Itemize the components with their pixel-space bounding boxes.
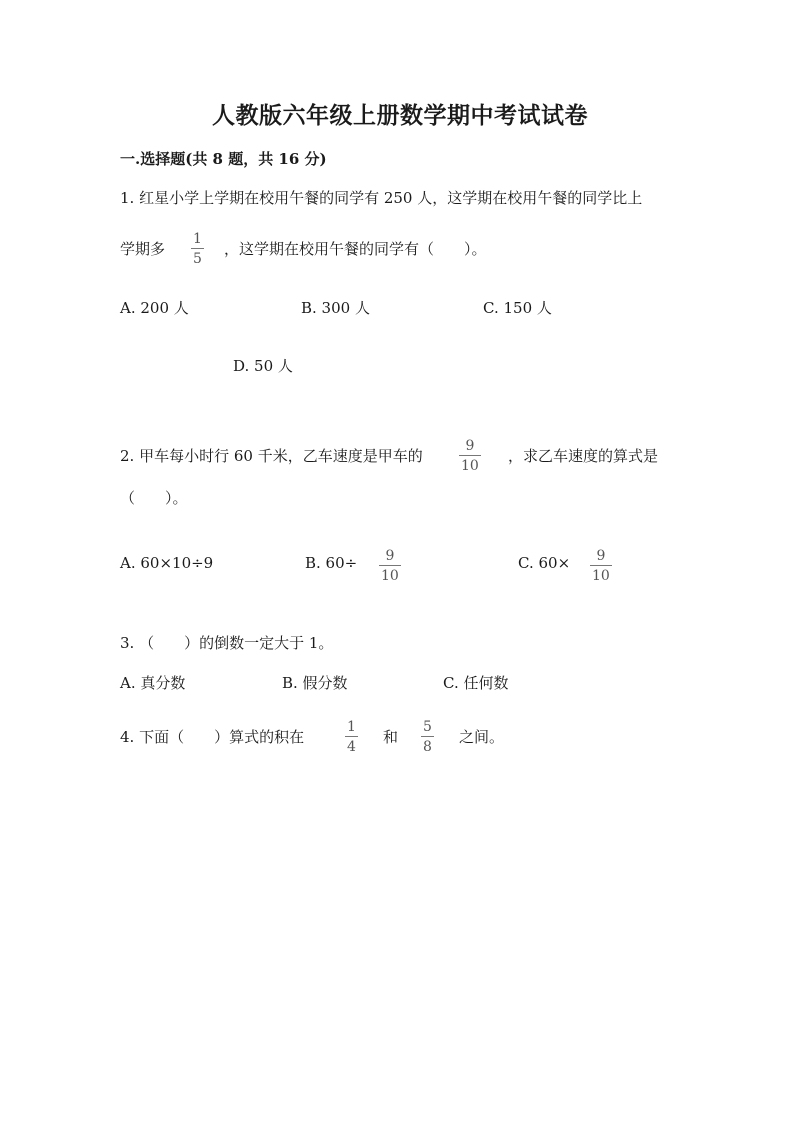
question-4-suffix: 之间。 [459, 728, 505, 746]
question-4-and: 和 [383, 728, 399, 746]
question-1-option-a[interactable]: A. 200 人 [120, 299, 189, 317]
question-2-line-2: （ ）。 [120, 489, 188, 507]
page-title: 人教版六年级上册数学期中考试试卷 [212, 102, 588, 129]
fraction-nine-tenths [590, 549, 612, 583]
fraction-denominator: 5 [193, 251, 202, 267]
question-1-option-c[interactable]: C. 150 人 [483, 299, 552, 317]
question-1-line-2-prefix: 学期多 [120, 240, 166, 258]
section-heading: 一.选择题(共 8 题，共 16 分) [120, 150, 327, 168]
fraction-five-eighths [421, 720, 434, 754]
question-2-option-c-label: C. 60× [518, 554, 571, 572]
question-4-prefix: 4. 下面（ ）算式的积在 [120, 728, 305, 746]
fraction-numerator: 9 [596, 548, 606, 564]
fraction-nine-tenths [379, 549, 401, 583]
question-2-line-1-suffix: ，求乙车速度的算式是 [508, 447, 659, 465]
question-3-option-a[interactable]: A. 真分数 [120, 674, 186, 692]
question-3-text: 3. （ ）的倒数一定大于 1。 [120, 634, 334, 652]
question-1-line-2-suffix: ，这学期在校用午餐的同学有（ ）。 [224, 240, 487, 258]
fraction-numerator: 9 [385, 548, 395, 564]
question-2-line-1-prefix: 2. 甲车每小时行 60 千米，乙车速度是甲车的 [120, 447, 423, 465]
question-2-option-a[interactable]: A. 60×10÷9 [120, 554, 214, 572]
fraction-denominator: 8 [423, 739, 432, 755]
fraction-numerator: 1 [193, 231, 202, 247]
fraction-numerator: 1 [347, 719, 356, 735]
fraction-numerator: 9 [465, 438, 475, 454]
fraction-denominator: 10 [381, 568, 399, 584]
fraction-one-quarter [345, 720, 358, 754]
fraction-one-fifth [191, 232, 204, 266]
fraction-denominator: 10 [461, 458, 479, 474]
question-1-option-d[interactable]: D. 50 人 [233, 357, 293, 375]
fraction-numerator: 5 [423, 719, 432, 735]
question-3-option-b[interactable]: B. 假分数 [282, 674, 348, 692]
question-1-option-b[interactable]: B. 300 人 [301, 299, 370, 317]
question-1-line-1: 1. 红星小学上学期在校用午餐的同学有 250 人，这学期在校用午餐的同学比上 [120, 189, 643, 207]
fraction-denominator: 10 [592, 568, 610, 584]
fraction-nine-tenths [459, 439, 481, 473]
question-3-option-c[interactable]: C. 任何数 [443, 674, 509, 692]
question-2-option-b-label: B. 60÷ [305, 554, 358, 572]
fraction-denominator: 4 [347, 739, 356, 755]
